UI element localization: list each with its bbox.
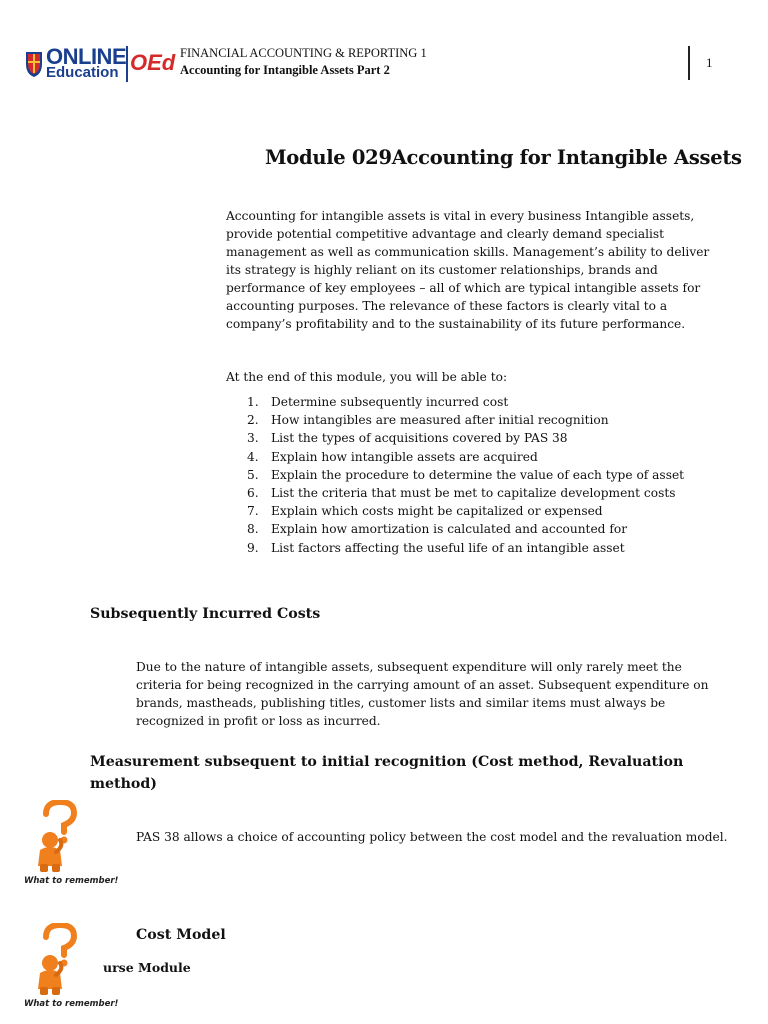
page-number: 1 — [706, 55, 713, 70]
list-item: 8. Explain how amortization is calculated and accounted for — [247, 522, 628, 537]
header-divider — [688, 46, 690, 80]
measurement-paragraph: PAS 38 allows a choice of accounting policy between the cost model and the revaluation model. — [136, 830, 728, 844]
objectives-list — [226, 393, 768, 557]
list-item: 1. Determine subsequently incurred cost — [247, 395, 509, 409]
what-to-remember-caption: What to remember! — [24, 999, 119, 1009]
what-to-remember-figure-icon — [20, 923, 119, 1009]
header-course-title: FINANCIAL ACCOUNTING & REPORTING 1 — [180, 46, 427, 60]
logo-education-text: Education — [46, 64, 119, 81]
page-title: Module 029Accounting for Intangible Assets — [265, 146, 742, 169]
what-to-remember-caption: What to remember! — [24, 876, 119, 886]
list-item: 5. Explain the procedure to determine the value of each type of asset — [247, 467, 685, 482]
section-heading-subsequent-costs: Subsequently Incurred Costs — [90, 606, 321, 622]
shield-crest-icon — [24, 48, 44, 78]
section-heading-cost-model: Cost Model — [136, 927, 226, 943]
list-item: 3. List the types of acquisitions covered by PAS 38 — [247, 431, 568, 446]
header-topic-title: Accounting for Intangible Assets Part 2 — [180, 63, 390, 77]
logo-online-text: ONLINE — [46, 44, 127, 69]
list-item: 6. List the criteria that must be met to capitalize development costs — [247, 486, 676, 501]
section-heading-measurement: Measurement subsequent to initial recognition (Cost method, Revaluation method) — [90, 754, 684, 792]
footer-label: urse Module — [103, 960, 191, 975]
online-education-logo — [24, 44, 174, 88]
list-item: 4. Explain how intangible assets are acquired — [247, 449, 538, 464]
logo-oed-text: OEd — [130, 50, 176, 75]
subsequent-costs-paragraph: Due to the nature of intangible assets, subsequent expenditure will only rarely meet the criteria for being recognized in the carrying amount of an asset. Subsequent expenditure on brands, mastheads, publishing titles, customer lists and similar items must always be recognized in profit or loss as incurred. — [136, 660, 709, 728]
list-item: 7. Explain which costs might be capitalized or expensed — [247, 504, 603, 519]
objectives-lead: At the end of this module, you will be able to: — [226, 370, 508, 384]
list-item: 9. List factors affecting the useful life of an intangible asset — [247, 540, 625, 555]
logo-divider — [126, 46, 128, 82]
list-item: 2. How intangibles are measured after initial recognition — [247, 413, 609, 428]
intro-paragraph: Accounting for intangible assets is vital in every business Intangible assets, provide potential competitive advantage and clearly demand specialist management as well as communication skills. Management’s ability to deliver its strategy is highly reliant on its customer relationships, brands and performance of key employees – all of which are typical intangible assets for accounting purposes. The relevance of these factors is clearly vital to a company’s profitability and to the sustainability of its future performance. — [226, 209, 710, 331]
what-to-remember-figure-icon — [20, 800, 119, 886]
